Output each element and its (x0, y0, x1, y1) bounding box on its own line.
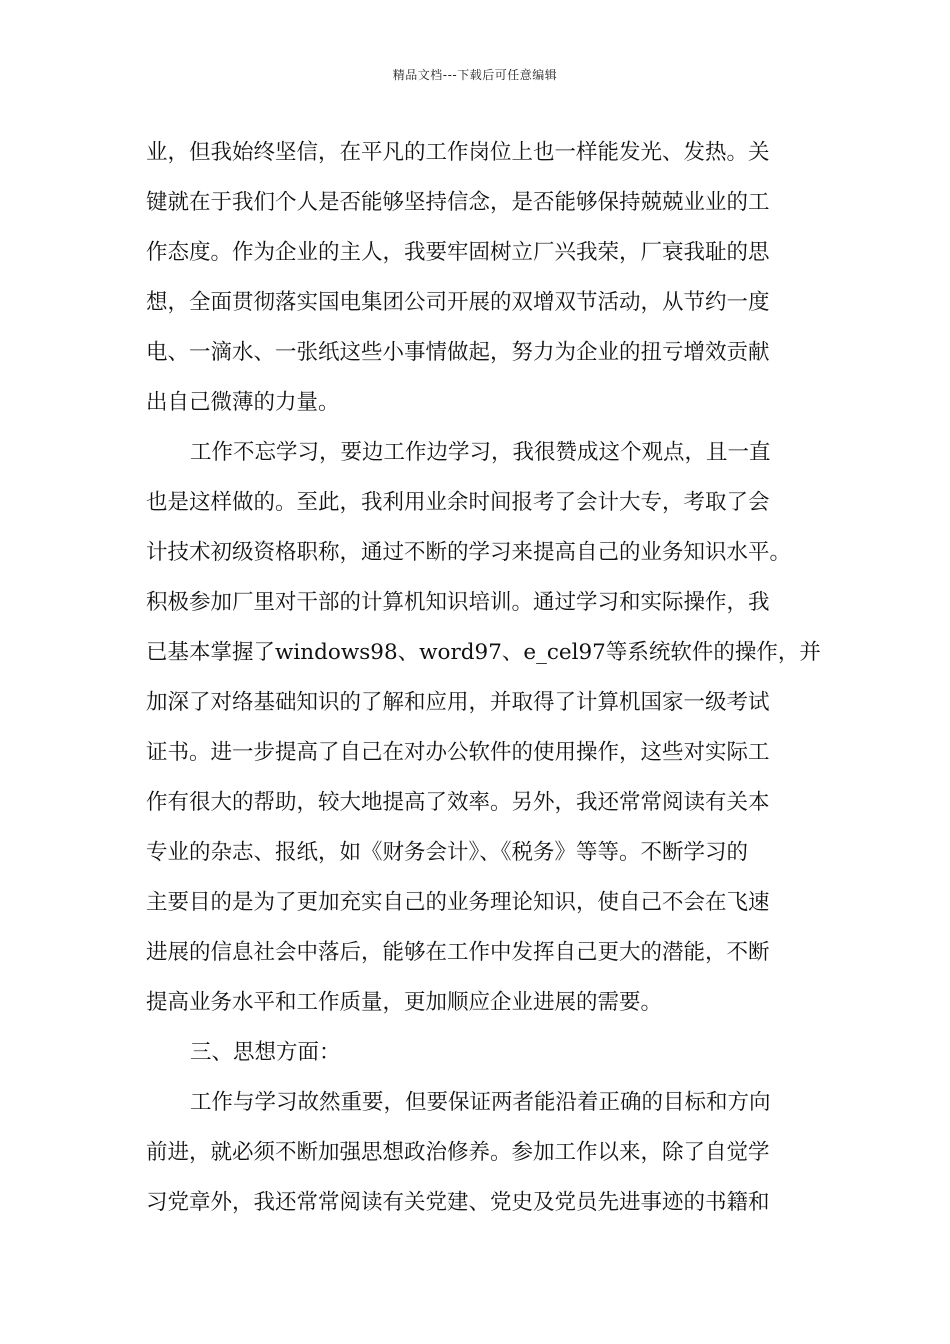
text-line: 习党章外，我还常常阅读有关党建、党史及党员先进事迹的书籍和 (146, 1190, 770, 1215)
text-line: 加深了对络基础知识的了解和应用，并取得了计算机国家一级考试 (146, 690, 770, 715)
text-line: 主要目的是为了更加充实自己的业务理论知识，使自己不会在飞速 (146, 890, 770, 915)
text-line: 电、一滴水、一张纸这些小事情做起，努力为企业的扭亏增效贡献 (146, 340, 770, 365)
page-header: 精品文档---下载后可任意编辑 (392, 68, 558, 82)
text-line: 提高业务水平和工作质量，更加顺应企业进展的需要。 (146, 990, 663, 1015)
text-line: 作有很大的帮助，较大地提高了效率。另外，我还常常阅读有关本 (146, 790, 770, 815)
text-line: 键就在于我们个人是否能够坚持信念，是否能够保持兢兢业业的工 (146, 190, 770, 215)
text-line: 已基本掌握了windows98、word97、e_cel97等系统软件的操作，并 (146, 640, 821, 665)
text-line: 专业的杂志、报纸，如《财务会计》、《税务》等等。不断学习的 (146, 840, 749, 865)
text-line: 出自己微薄的力量。 (146, 390, 340, 415)
paragraph-start-line: 工作不忘学习，要边工作边学习，我很赞成这个观点，且一直 (190, 440, 771, 465)
section-heading: 三、思想方面： (190, 1040, 341, 1065)
text-line: 业，但我始终坚信，在平凡的工作岗位上也一样能发光、发热。关 (146, 140, 770, 165)
text-line: 证书。进一步提高了自己在对办公软件的使用操作，这些对实际工 (146, 740, 770, 765)
text-line: 计技术初级资格职称，通过不断的学习来提高自己的业务知识水平。 (146, 540, 792, 565)
text-line: 积极参加厂里对干部的计算机知识培训。通过学习和实际操作，我 (146, 590, 770, 615)
paragraph-start-line: 工作与学习故然重要，但要保证两者能沿着正确的目标和方向 (190, 1090, 771, 1115)
text-line: 作态度。作为企业的主人，我要牢固树立厂兴我荣，厂衰我耻的思 (146, 240, 770, 265)
text-line: 也是这样做的。至此，我利用业余时间报考了会计大专，考取了会 (146, 490, 770, 515)
text-line: 前进，就必须不断加强思想政治修养。参加工作以来，除了自觉学 (146, 1140, 770, 1165)
text-line: 想，全面贯彻落实国电集团公司开展的双增双节活动，从节约一度 (146, 290, 770, 315)
document-body (146, 128, 821, 1228)
text-line: 进展的信息社会中落后，能够在工作中发挥自己更大的潜能，不断 (146, 940, 770, 965)
